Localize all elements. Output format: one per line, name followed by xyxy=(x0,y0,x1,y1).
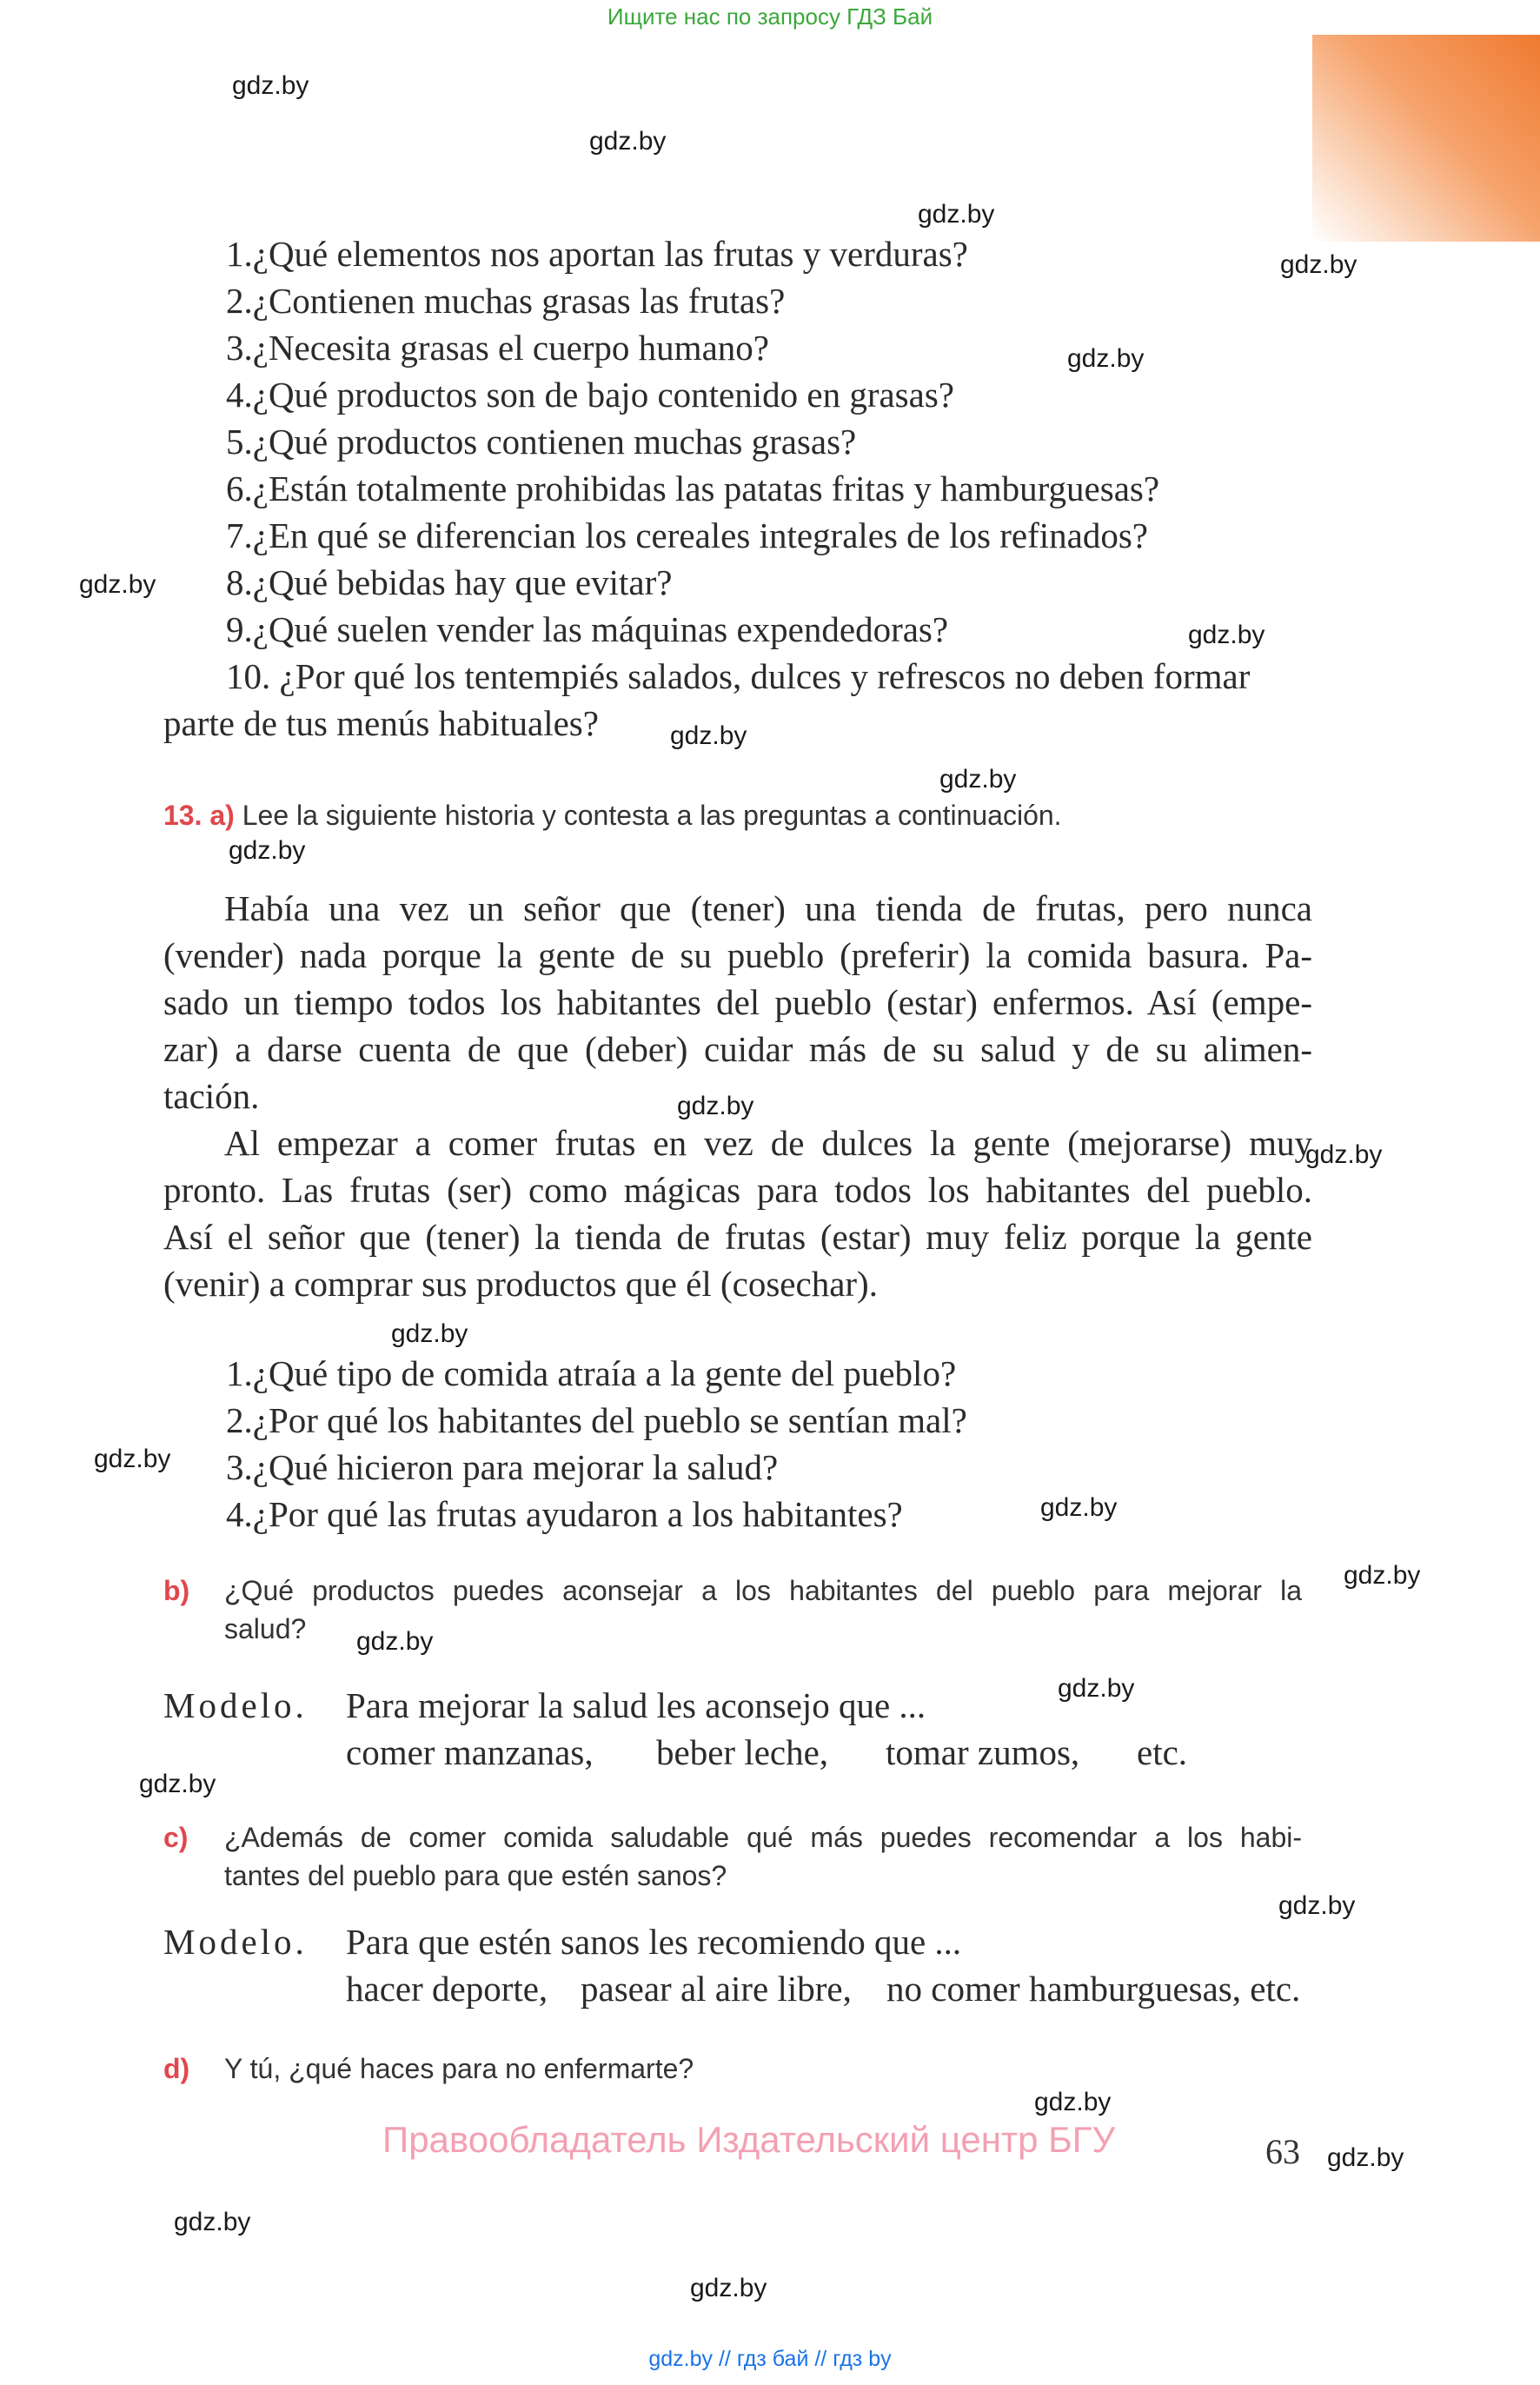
question-item: 4.¿Por qué las frutas ayudaron a los habitantes? xyxy=(226,1494,903,1534)
watermark: gdz.by xyxy=(1034,2088,1112,2116)
question-text: ¿Están totalmente prohibidas las patatas fritas y hamburguesas? xyxy=(252,468,1160,508)
question-item: 1.¿Qué tipo de comida atraía a la gente del pueblo? xyxy=(226,1353,957,1393)
corner-decoration xyxy=(1312,35,1540,242)
exercise-13-d-instruction: Y tú, ¿qué haces para no enfermarte? xyxy=(224,2053,694,2084)
watermark: gdz.by xyxy=(356,1627,434,1656)
model-item: comer manzanas, xyxy=(346,1732,594,1772)
watermark: gdz.by xyxy=(1040,1493,1118,1522)
exercise-number: 13. xyxy=(163,800,202,831)
question-item: 8.¿Qué bebidas hay que evitar? xyxy=(226,562,673,602)
question-item: 7.¿En qué se diferencian los cereales integrales de los refinados? xyxy=(226,515,1148,555)
model-label: Modelo. xyxy=(163,1685,308,1725)
watermark: gdz.by xyxy=(94,1445,171,1473)
question-text: ¿Qué tipo de comida atraía a la gente del pueblo? xyxy=(252,1353,957,1393)
page-number: 63 xyxy=(1265,2132,1300,2171)
model-sentence: Para mejorar la salud les aconsejo que ... xyxy=(346,1685,926,1725)
question-item: 4.¿Qué productos son de bajo contenido en grasas? xyxy=(226,375,954,415)
copyright-notice: Правообладатель Издательский центр БГУ xyxy=(382,2119,1116,2160)
question-item: 3.¿Necesita grasas el cuerpo humano? xyxy=(226,328,769,368)
watermark: gdz.by xyxy=(677,1092,754,1120)
model-item: no comer hamburguesas, etc. xyxy=(886,1969,1301,2009)
question-item: 1.¿Qué elementos nos aportan las frutas y verduras? xyxy=(226,234,968,274)
watermark: gdz.by xyxy=(939,765,1017,794)
story-line: Así el señor que (tener) la tienda de frutas (estar) muy feliz porque la gente xyxy=(163,1217,1312,1257)
watermark: gdz.by xyxy=(1067,344,1145,373)
story-line: Había una vez un señor que (tener) una tienda de frutas, pero nunca xyxy=(224,888,1312,928)
model-item: pasear al aire libre, xyxy=(581,1969,852,2009)
question-text: ¿Qué hicieron para mejorar la salud? xyxy=(252,1447,779,1487)
question-text-continued: parte de tus menús habituales? xyxy=(163,703,599,743)
model-item: hacer deporte, xyxy=(346,1969,548,2009)
question-item: 6.¿Están totalmente prohibidas las patatas fritas y hamburguesas? xyxy=(226,468,1160,508)
story-line: tación. xyxy=(163,1076,260,1116)
question-item: 2.¿Por qué los habitantes del pueblo se sentían mal? xyxy=(226,1400,967,1440)
exercise-letter: a) xyxy=(209,800,235,831)
watermark: gdz.by xyxy=(1058,1674,1135,1703)
watermark: gdz.by xyxy=(918,200,995,229)
exercise-letter: b) xyxy=(163,1575,190,1606)
exercise-13-b-instruction: salud? xyxy=(224,1613,307,1644)
bottom-links[interactable]: gdz.by // гдз бай // гдз by xyxy=(648,2347,892,2371)
question-text: ¿Necesita grasas el cuerpo humano? xyxy=(252,328,769,368)
story-line: Al empezar a comer frutas en vez de dulces la gente (mejorarse) muy xyxy=(224,1123,1312,1163)
question-item: 2.¿Contienen muchas grasas las frutas? xyxy=(226,281,786,321)
exercise-13-c-instruction: ¿Además de comer comida saludable qué más puedes recomendar a los habi- xyxy=(224,1822,1302,1853)
model-item: tomar zumos, xyxy=(886,1732,1080,1772)
story-paragraph-1 xyxy=(163,885,1312,1119)
question-item: 10. ¿Por qué los tentempiés salados, dulces y refrescos no deben formar xyxy=(226,656,1251,696)
watermark: gdz.by xyxy=(589,127,667,156)
model-sentence: Para que estén sanos les recomiendo que ... xyxy=(346,1922,962,1962)
model-label: Modelo. xyxy=(163,1922,308,1962)
question-text: ¿Qué productos son de bajo contenido en grasas? xyxy=(252,375,954,415)
question-text: ¿Por qué los habitantes del pueblo se sentían mal? xyxy=(252,1400,967,1440)
question-text: ¿Por qué los tentempiés salados, dulces y refrescos no deben formar xyxy=(279,656,1251,696)
watermark: gdz.by xyxy=(690,2274,767,2302)
watermark: gdz.by xyxy=(79,570,156,599)
watermark: gdz.by xyxy=(1327,2143,1404,2172)
watermark: gdz.by xyxy=(1280,250,1357,279)
question-item: 5.¿Qué productos contienen muchas grasas? xyxy=(226,422,857,462)
story-line: (venir) a comprar sus productos que él (cosechar). xyxy=(163,1264,878,1304)
top-banner[interactable]: Ищите нас по запросу ГДЗ Бай xyxy=(607,3,933,30)
question-text: ¿Qué bebidas hay que evitar? xyxy=(252,562,673,602)
question-text: ¿En qué se diferencian los cereales integrales de los refinados? xyxy=(252,515,1148,555)
watermark: gdz.by xyxy=(1278,1891,1356,1920)
question-text: ¿Qué productos contienen muchas grasas? xyxy=(252,422,857,462)
watermark: gdz.by xyxy=(670,721,747,750)
watermark: gdz.by xyxy=(1188,621,1265,649)
story-line: pronto. Las frutas (ser) como mágicas para todos los habitantes del pueblo. xyxy=(163,1170,1312,1210)
story-paragraph-2 xyxy=(163,1119,1312,1307)
story-line: (vender) nada porque la gente de su pueblo (preferir) la comida basura. Pa- xyxy=(163,935,1312,975)
watermark: gdz.by xyxy=(139,1770,216,1798)
question-text: ¿Qué suelen vender las máquinas expendedoras? xyxy=(252,609,949,649)
exercise-letter: d) xyxy=(163,2053,190,2084)
exercise-13-b-instruction: ¿Qué productos puedes aconsejar a los habitantes del pueblo para mejorar la xyxy=(224,1575,1302,1606)
story-line: sado un tiempo todos los habitantes del pueblo (estar) enfermos. Así (empe- xyxy=(163,982,1312,1022)
question-item: 9.¿Qué suelen vender las máquinas expendedoras? xyxy=(226,609,949,649)
watermark: gdz.by xyxy=(229,836,306,865)
watermark: gdz.by xyxy=(174,2208,251,2236)
watermark: gdz.by xyxy=(391,1319,468,1348)
exercise-letter: c) xyxy=(163,1822,189,1853)
model-item: etc. xyxy=(1137,1732,1188,1772)
exercise-13-c-instruction: tantes del pueblo para que estén sanos? xyxy=(224,1860,727,1891)
story-line: zar) a darse cuenta de que (deber) cuidar más de su salud y de su alimen- xyxy=(163,1029,1312,1069)
question-text: ¿Por qué las frutas ayudaron a los habitantes? xyxy=(252,1494,903,1534)
watermark: gdz.by xyxy=(232,71,309,100)
watermark: gdz.by xyxy=(1344,1561,1421,1590)
watermark: gdz.by xyxy=(1305,1140,1383,1169)
exercise-13-a-instruction: 13. a) Lee la siguiente historia y contesta a las preguntas a continuación. xyxy=(163,800,1062,831)
question-item: 3.¿Qué hicieron para mejorar la salud? xyxy=(226,1447,779,1487)
question-text: ¿Qué elementos nos aportan las frutas y verduras? xyxy=(252,234,968,274)
question-text: ¿Contienen muchas grasas las frutas? xyxy=(252,281,786,321)
model-item: beber leche, xyxy=(656,1732,829,1772)
